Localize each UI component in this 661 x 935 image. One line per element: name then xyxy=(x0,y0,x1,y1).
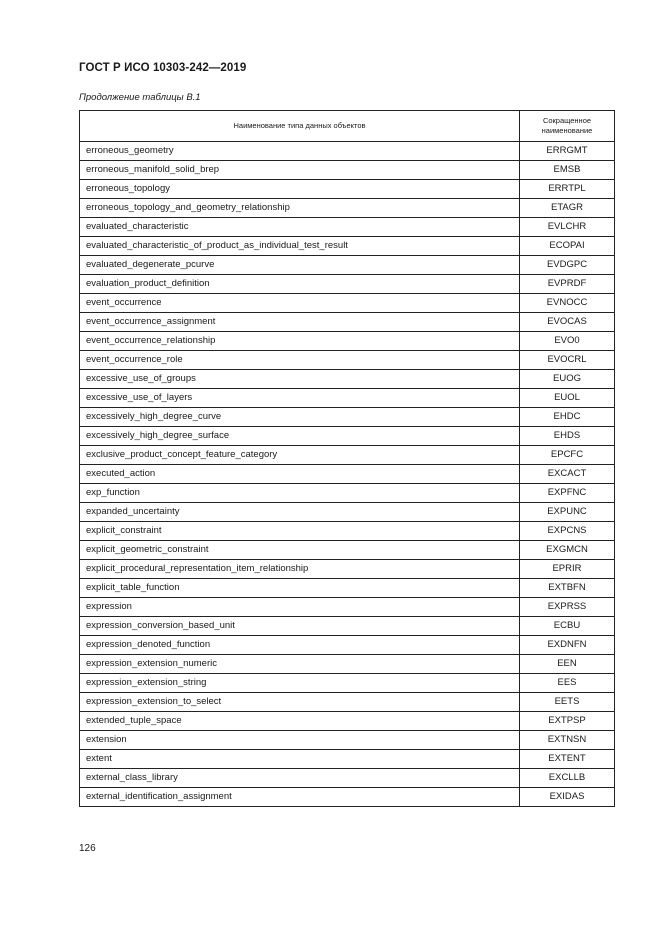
table-row xyxy=(80,560,615,579)
entity-name-cell: expression_extension_to_select xyxy=(80,693,520,712)
table-row xyxy=(80,370,615,389)
abbreviation-cell: EXGMCN xyxy=(520,541,615,560)
entity-name-cell: extended_tuple_space xyxy=(80,712,520,731)
abbreviation-cell: EXPUNC xyxy=(520,503,615,522)
abbreviation-cell: EUOG xyxy=(520,370,615,389)
table-row xyxy=(80,579,615,598)
table-row xyxy=(80,484,615,503)
entity-name-cell: excessively_high_degree_curve xyxy=(80,408,520,427)
abbreviation-cell: ETAGR xyxy=(520,199,615,218)
table-row xyxy=(80,636,615,655)
entity-name-cell: explicit_geometric_constraint xyxy=(80,541,520,560)
abbreviation-cell: EXCACT xyxy=(520,465,615,484)
abbreviation-cell: EVNOCC xyxy=(520,294,615,313)
abbreviation-cell: EETS xyxy=(520,693,615,712)
table-row xyxy=(80,199,615,218)
document-header: ГОСТ Р ИСО 10303-242—2019 xyxy=(79,62,247,74)
abbreviation-cell: EVO0 xyxy=(520,332,615,351)
abbreviation-cell: EVPRDF xyxy=(520,275,615,294)
table-row xyxy=(80,427,615,446)
abbreviation-cell: EXPCNS xyxy=(520,522,615,541)
entity-name-cell: event_occurrence xyxy=(80,294,520,313)
table-row xyxy=(80,256,615,275)
abbreviation-cell: EMSB xyxy=(520,161,615,180)
table-row xyxy=(80,351,615,370)
entity-name-cell: event_occurrence_role xyxy=(80,351,520,370)
entity-name-cell: erroneous_geometry xyxy=(80,142,520,161)
table-row xyxy=(80,446,615,465)
entity-name-cell: event_occurrence_assignment xyxy=(80,313,520,332)
entity-name-cell: excessively_high_degree_surface xyxy=(80,427,520,446)
abbreviation-cell: EES xyxy=(520,674,615,693)
table-row xyxy=(80,731,615,750)
entity-name-cell: external_identification_assignment xyxy=(80,788,520,807)
entity-name-cell: excessive_use_of_layers xyxy=(80,389,520,408)
abbreviation-cell: ECBU xyxy=(520,617,615,636)
abbreviation-cell: EUOL xyxy=(520,389,615,408)
table-row xyxy=(80,218,615,237)
table-row xyxy=(80,674,615,693)
abbreviation-cell: EXPFNC xyxy=(520,484,615,503)
abbreviation-cell: ERRGMT xyxy=(520,142,615,161)
abbreviation-cell: EVOCRL xyxy=(520,351,615,370)
abbreviation-cell: EHDS xyxy=(520,427,615,446)
abbreviation-cell: EPRIR xyxy=(520,560,615,579)
abbreviation-cell: EXTBFN xyxy=(520,579,615,598)
table-row xyxy=(80,503,615,522)
abbreviation-cell: EXTNSN xyxy=(520,731,615,750)
entity-name-cell: expression_denoted_function xyxy=(80,636,520,655)
entity-name-cell: event_occurrence_relationship xyxy=(80,332,520,351)
entity-name-cell: erroneous_topology xyxy=(80,180,520,199)
table-row xyxy=(80,275,615,294)
table-row xyxy=(80,408,615,427)
table-row xyxy=(80,161,615,180)
entity-name-cell: expression_extension_numeric xyxy=(80,655,520,674)
column-header-abbreviation-line-1: Сокращенное xyxy=(542,116,592,126)
entity-name-cell: exclusive_product_concept_feature_category xyxy=(80,446,520,465)
table-row xyxy=(80,180,615,199)
abbreviation-cell: EVLCHR xyxy=(520,218,615,237)
entity-name-cell: extent xyxy=(80,750,520,769)
table-row xyxy=(80,142,615,161)
page-number: 126 xyxy=(79,843,96,854)
abbreviations-table xyxy=(79,110,615,807)
table-row xyxy=(80,465,615,484)
entity-name-cell: excessive_use_of_groups xyxy=(80,370,520,389)
entity-name-cell: evaluated_degenerate_pcurve xyxy=(80,256,520,275)
table-row xyxy=(80,332,615,351)
abbreviation-cell: ERRTPL xyxy=(520,180,615,199)
entity-name-cell: expanded_uncertainty xyxy=(80,503,520,522)
abbreviation-cell: EPCFC xyxy=(520,446,615,465)
entity-name-cell: explicit_table_function xyxy=(80,579,520,598)
abbreviation-cell: EXDNFN xyxy=(520,636,615,655)
abbreviation-cell: EXTPSP xyxy=(520,712,615,731)
table-row xyxy=(80,389,615,408)
entity-name-cell: expression_conversion_based_unit xyxy=(80,617,520,636)
entity-name-cell: evaluation_product_definition xyxy=(80,275,520,294)
entity-name-cell: erroneous_manifold_solid_brep xyxy=(80,161,520,180)
abbreviation-cell: EXTENT xyxy=(520,750,615,769)
table-row xyxy=(80,712,615,731)
entity-name-cell: expression_extension_string xyxy=(80,674,520,693)
table-row xyxy=(80,750,615,769)
table-row xyxy=(80,313,615,332)
table-caption: Продолжение таблицы B.1 xyxy=(79,92,201,103)
table-body xyxy=(80,142,615,807)
abbreviation-cell: EEN xyxy=(520,655,615,674)
table-row xyxy=(80,655,615,674)
abbreviation-cell: EXIDAS xyxy=(520,788,615,807)
table-row xyxy=(80,541,615,560)
entity-name-cell: extension xyxy=(80,731,520,750)
entity-name-cell: evaluated_characteristic_of_product_as_individual_test_result xyxy=(80,237,520,256)
entity-name-cell: executed_action xyxy=(80,465,520,484)
entity-name-cell: exp_function xyxy=(80,484,520,503)
abbreviation-cell: EXCLLB xyxy=(520,769,615,788)
entity-name-cell: expression xyxy=(80,598,520,617)
column-header-entity-name: Наименование типа данных объектов xyxy=(80,111,520,142)
entity-name-cell: erroneous_topology_and_geometry_relationship xyxy=(80,199,520,218)
entity-name-cell: explicit_constraint xyxy=(80,522,520,541)
entity-name-cell: explicit_procedural_representation_item_relationship xyxy=(80,560,520,579)
table-row xyxy=(80,693,615,712)
entity-name-cell: evaluated_characteristic xyxy=(80,218,520,237)
table-header-row xyxy=(80,111,615,142)
table-row xyxy=(80,598,615,617)
abbreviation-cell: EVOCAS xyxy=(520,313,615,332)
column-header-abbreviation xyxy=(520,111,615,142)
column-header-abbreviation-line-2: наименование xyxy=(541,126,593,135)
table-row xyxy=(80,788,615,807)
abbreviation-cell: EXPRSS xyxy=(520,598,615,617)
abbreviation-cell: EHDC xyxy=(520,408,615,427)
entity-name-cell: external_class_library xyxy=(80,769,520,788)
abbreviation-cell: EVDGPC xyxy=(520,256,615,275)
table-row xyxy=(80,617,615,636)
table-row xyxy=(80,237,615,256)
table-row xyxy=(80,294,615,313)
table-row xyxy=(80,769,615,788)
abbreviation-cell: ECOPAI xyxy=(520,237,615,256)
table-row xyxy=(80,522,615,541)
